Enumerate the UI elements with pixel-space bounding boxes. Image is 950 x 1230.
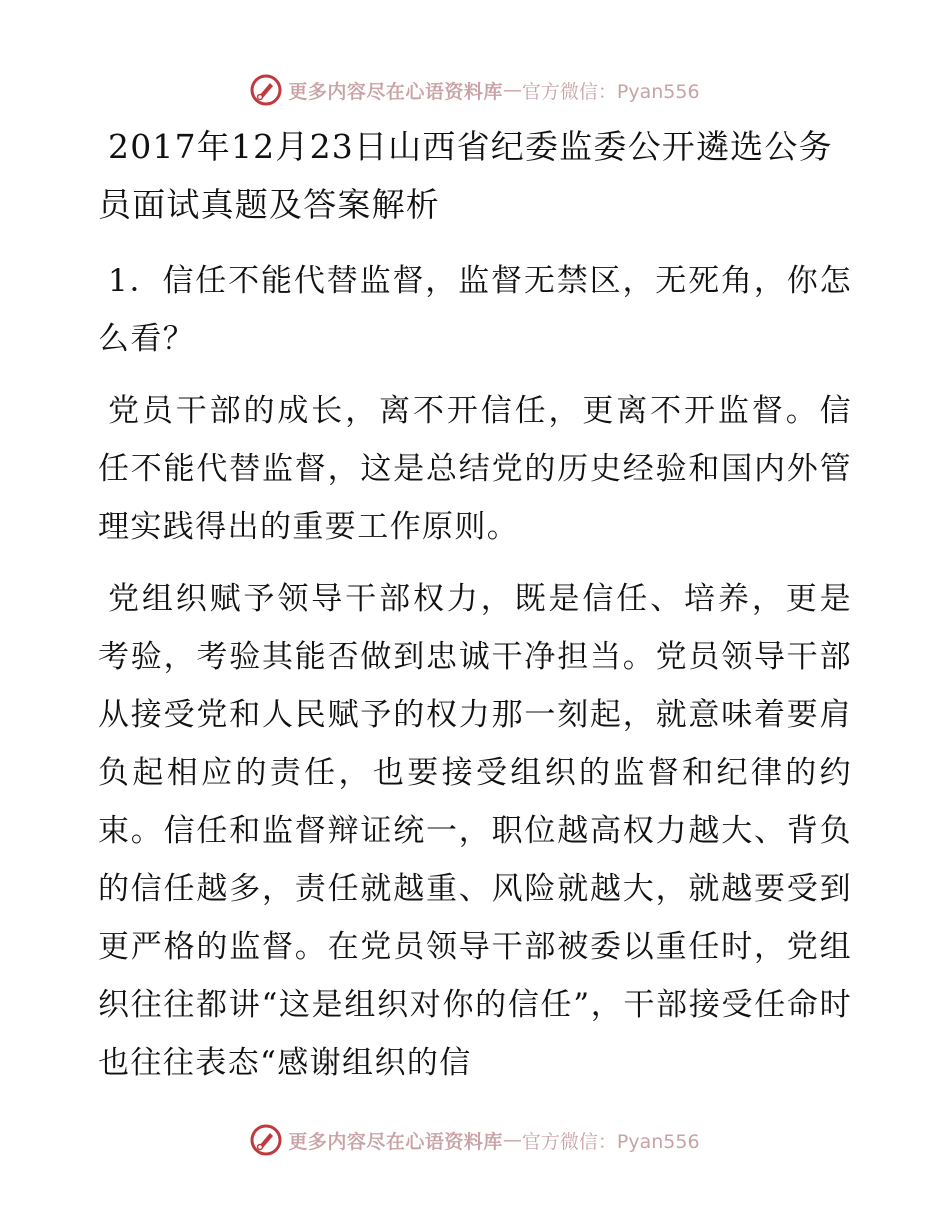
question-text: 1．信任不能代替监督，监督无禁区，无死角，你怎么看？: [98, 263, 852, 357]
document-title: 2017年12月23日山西省纪委监委公开遴选公务员面试真题及答案解析: [98, 127, 833, 224]
banner-site-text: 更多内容尽在心语资料库: [288, 80, 503, 103]
banner-wechat-text: 官方微信：Pyan556: [521, 80, 700, 103]
paragraph-1: 党员干部的成长，离不开信任，更离不开监督。信任不能代替监督，这是总结党的历史经验和国内外管理实践得出的重要工作原则。: [98, 393, 852, 545]
paragraph-2: 党组织赋予领导干部权力，既是信任、培养，更是考验，考验其能否做到忠诚干净担当。党员领导干部从接受党和人民赋予的权力那一刻起，就意味着要肩负起相应的责任，也要接受组织的监督和纪律的约束。信任和监督辩证统一，职位越高权力越大、背负的信任越多，责任就越重、风险就越大，就越要受到更严格的监督。在党员领导干部被委以重任时，党组织往往都讲“这是组织对你的信任”，干部接受任命时也往往表态“感谢组织的信: [98, 581, 852, 1081]
brand-logo-icon: [250, 1124, 282, 1156]
banner-separator: —: [502, 1129, 522, 1151]
document-body: [98, 118, 852, 1106]
banner-site-text: 更多内容尽在心语资料库: [288, 1130, 503, 1153]
brand-logo-icon: [250, 74, 282, 106]
banner-wechat-text: 官方微信：Pyan556: [521, 1130, 700, 1153]
footer-watermark-banner: [0, 1120, 950, 1160]
header-watermark-banner: [0, 70, 950, 110]
banner-separator: —: [502, 79, 522, 101]
